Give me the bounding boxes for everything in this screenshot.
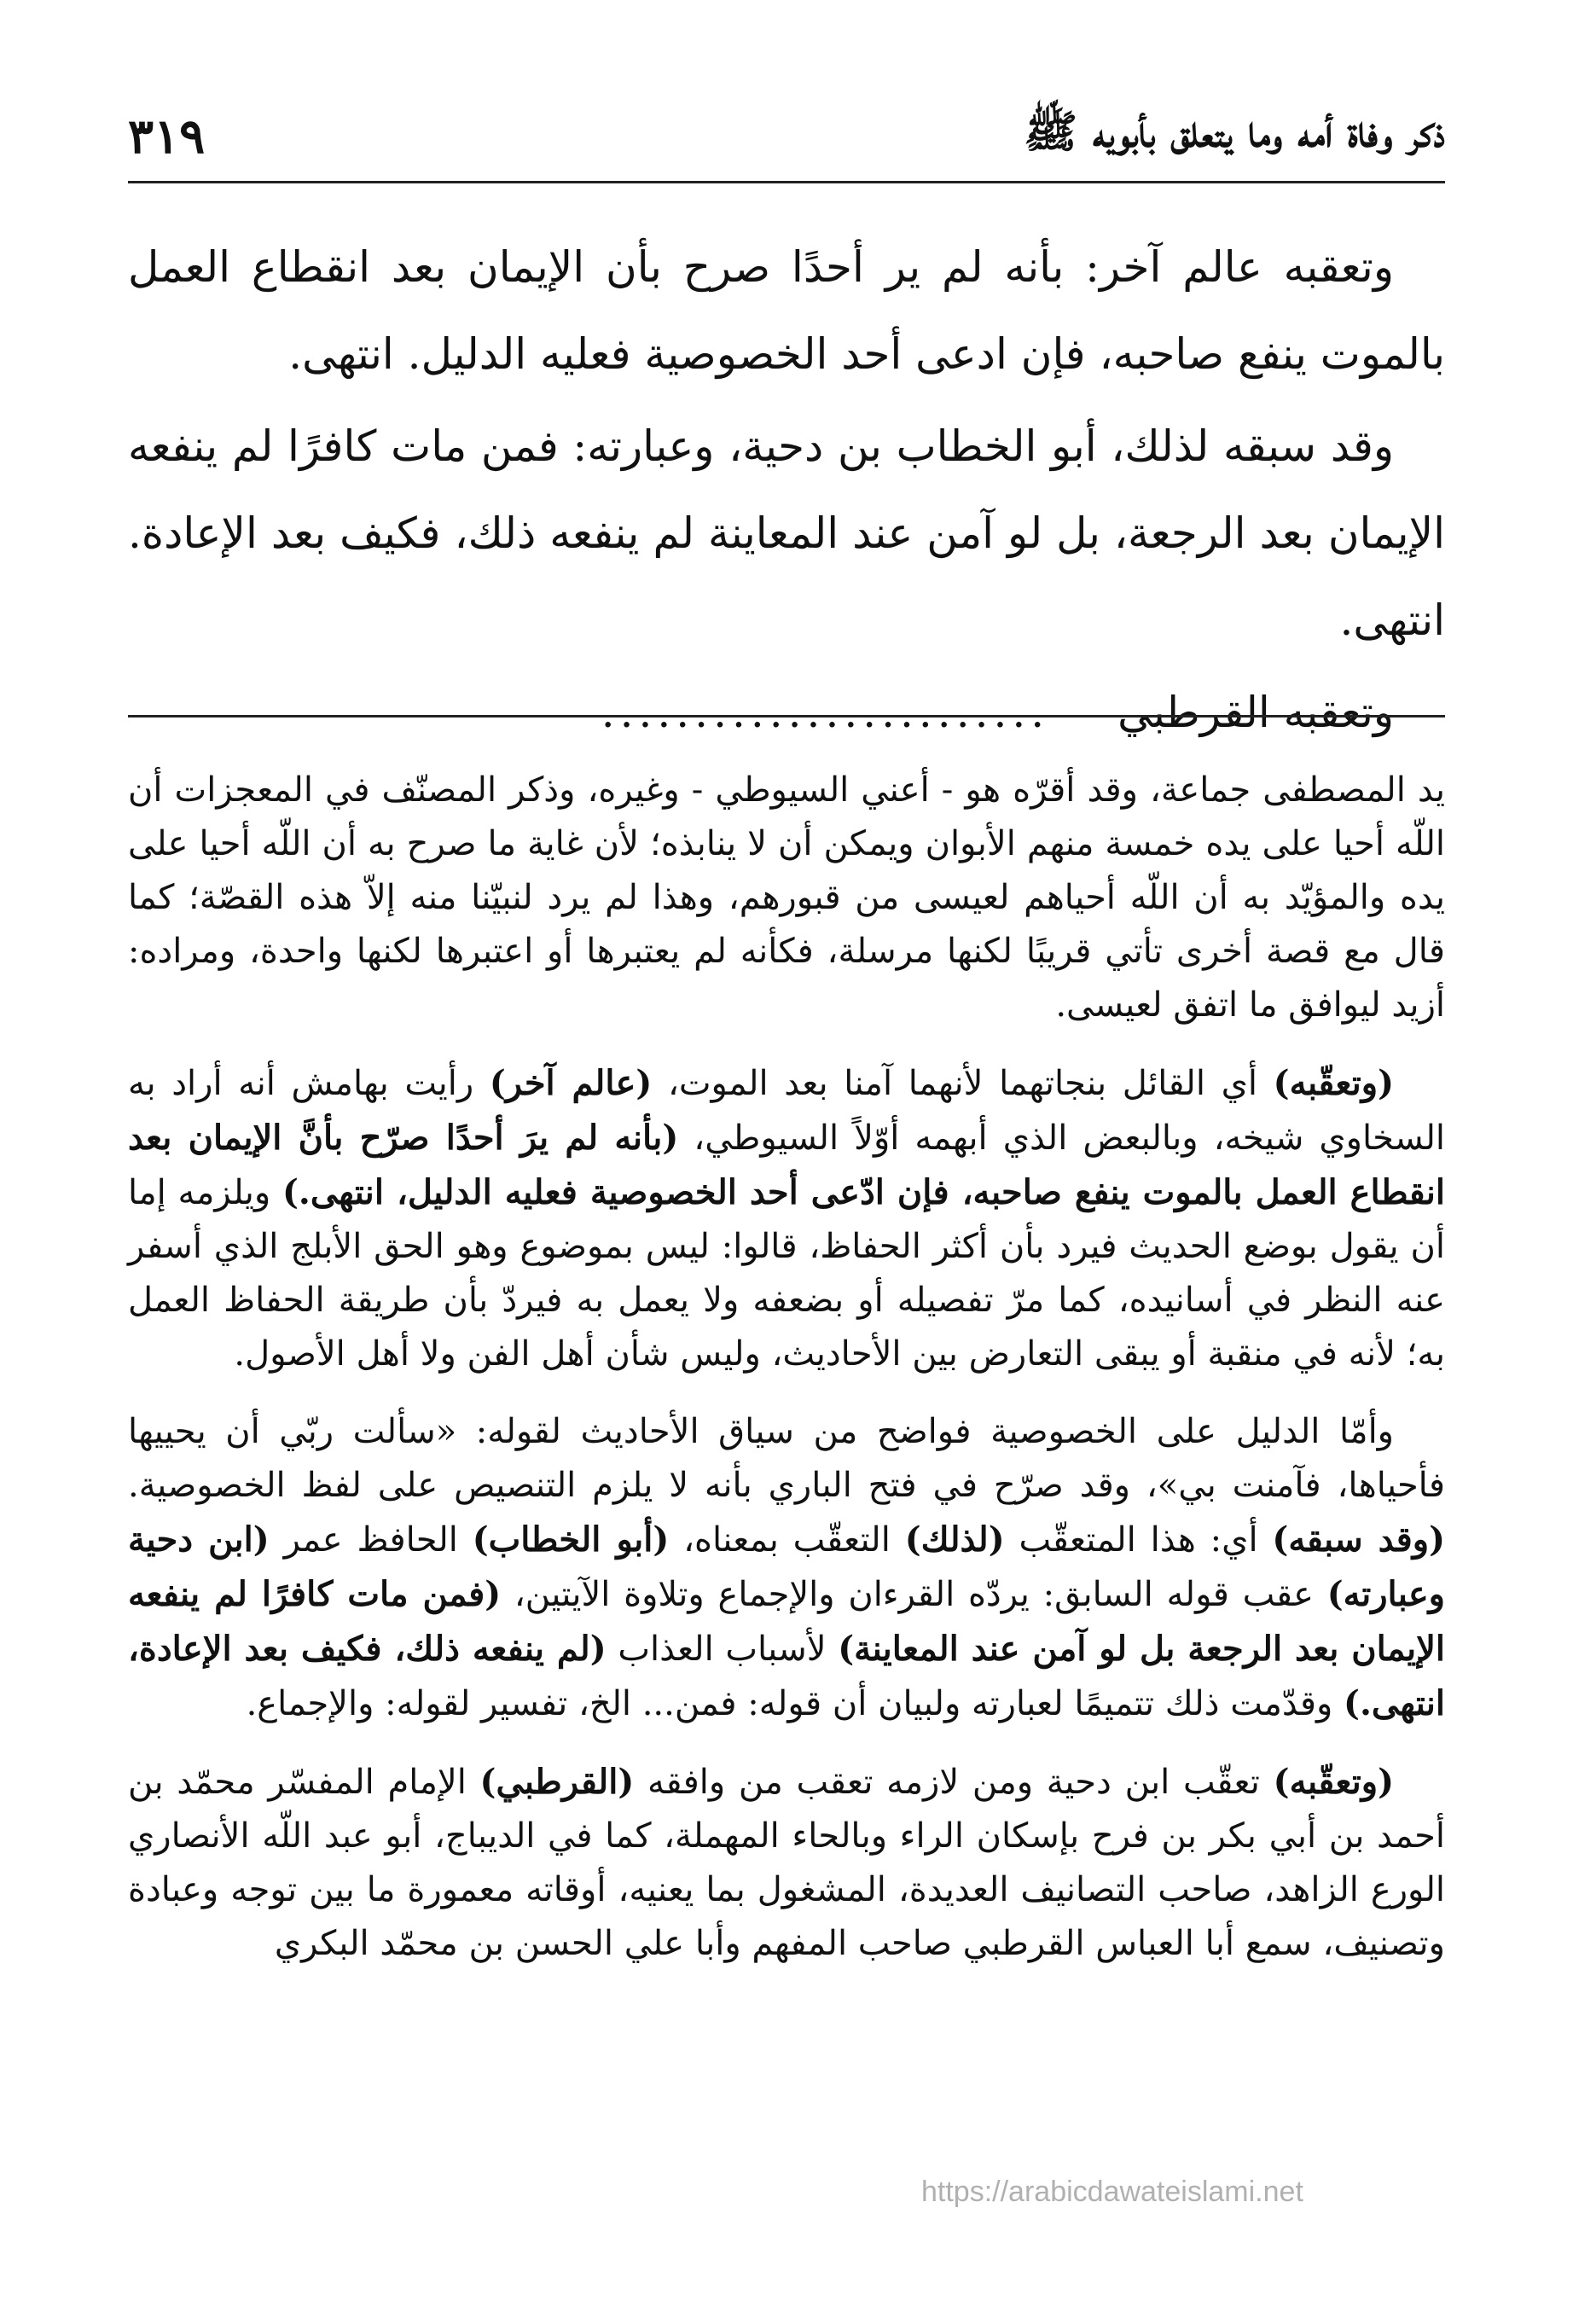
commentary-fragment: الحافظ عمر	[269, 1520, 473, 1560]
quoted-phrase: (فمن مات كافرًا لم ينفعه الإيمان بعد الرجعة بل لو آمن عند المعاينة)	[128, 1574, 1446, 1669]
quoted-phrase: (القرطبي)	[479, 1762, 635, 1802]
commentary-fragment: وأمّا الدليل على الخصوصية فواضح من سياق الأحاديث لقوله: «سألت ربّي أن يحييها فأحياها، فآمنت بي»، وقد صرّح في فتح الباري بأنه لا يلزم التنصيص على لفظ الخصوصية.	[128, 1412, 1445, 1505]
commentary-paragraph	[128, 1755, 1445, 1971]
watermark-url: https://arabicdawateislami.net	[921, 2176, 1303, 2208]
main-text-fragment: وتعقبه القرطبي	[1117, 688, 1394, 737]
quoted-phrase: (لذلك)	[904, 1519, 1005, 1560]
continuation-dots: ........................	[601, 688, 1050, 737]
quoted-phrase: (أبو الخطاب)	[472, 1519, 670, 1560]
main-paragraph: وتعقبه عالم آخر: بأنه لم ير أحدًا صرح بأن الإيمان بعد انقطاع العمل بالموت ينفع صاحبه، فإن ادعى أحد الخصوصية فعليه الدليل. انتهى.	[128, 242, 1445, 379]
commentary-fragment: التعقّب بمعناه،	[669, 1520, 905, 1560]
quoted-phrase: (وتعقّبه)	[1273, 1762, 1394, 1802]
commentary-fragment: ويلزمه إما أن يقول بوضع الحديث فيرد بأن أكثر الحفاظ، قالوا: ليس بموضوع وهو الحق الأبلج الذي أسفر عنه النظر في أسانيده، كما مرّ تفصيله أو بضعفه ولا يعمل به فيردّ بأن طريقة الحفاظ العمل به؛ لأنه في منقبة أو يبقى التعارض بين الأحاديث، وليس شأن أهل الفن ولا أهل الأصول.	[128, 1173, 1445, 1374]
main-text	[128, 224, 1445, 761]
quoted-phrase: (ابن دحية وعبارته)	[128, 1519, 1445, 1614]
main-paragraph: وقد سبقه لذلك، أبو الخطاب بن دحية، وعبارته: فمن مات كافرًا لم ينفعه الإيمان بعد الرجعة، بل لو آمن عند المعاينة لم ينفعه ذلك، فكيف بعد الإعادة. انتهى.	[128, 421, 1445, 645]
commentary-paragraph	[128, 1056, 1445, 1381]
commentary-fragment: أي: هذا المتعقّب	[1004, 1520, 1273, 1560]
commentary-fragment: تعقّب ابن دحية ومن لازمه تعقب من وافقه	[634, 1763, 1274, 1802]
commentary-fragment: لأسباب العذاب	[606, 1630, 839, 1669]
page-number: ٣١٩	[128, 108, 206, 165]
commentary-text	[128, 764, 1445, 1995]
main-paragraph-continuation	[128, 669, 1445, 756]
commentary-divider	[128, 715, 1445, 718]
commentary-paragraph	[128, 1405, 1445, 1731]
commentary-paragraph: يد المصطفى جماعة، وقد أقرّه هو - أعني السيوطي - وغيره، وذكر المصنّف في المعجزات أن اللّه أحيا على يده خمسة منهم الأبوان ويمكن أن لا ينابذه؛ لأن غاية ما صرح به أن اللّه أحيا على يده والمؤيّد به أن اللّه أحياهم لعيسى من قبورهم، وهذا لم يرد لنبيّنا منه إلاّ هذه القصّة؛ كما قال مع قصة أخرى تأتي قريبًا لكنها مرسلة، فكأنه لم يعتبرها أو اعتبرها لكنها واحدة، ومراده: أزيد ليوافق ما اتفق لعيسى.	[128, 770, 1445, 1025]
quoted-phrase: (وقد سبقه)	[1272, 1519, 1446, 1560]
quoted-phrase: (عالم آخر)	[489, 1063, 653, 1103]
commentary-fragment: أي القائل بنجاتهما لأنهما آمنا بعد الموت،	[652, 1064, 1274, 1103]
quoted-phrase: (وتعقّبه)	[1273, 1063, 1394, 1103]
commentary-fragment: رأيت بهامش أنه أراد به السخاوي شيخه، وبالبعض الذي أبهمه أوّلاً السيوطي،	[128, 1064, 1445, 1158]
page-header	[128, 98, 1445, 175]
commentary-fragment: وقدّمت ذلك تتميمًا لعبارته ولبيان أن قوله: فمن... الخ، تفسير لقوله: والإجماع.	[246, 1684, 1344, 1723]
quoted-phrase: (بأنه لم يرَ أحدًا صرّح بأنَّ الإيمان بعد انقطاع العمل بالموت ينفع صاحبه، فإن ادّعى أحد الخصوصية فعليه الدليل، انتهى.)	[128, 1118, 1446, 1212]
running-title: ذكر وفاة أمه وما يتعلق بأبويه ﷺ	[1024, 105, 1445, 158]
quoted-phrase: (لم ينفعه ذلك، فكيف بعد الإعادة، انتهى.)	[128, 1629, 1445, 1723]
header-divider	[128, 181, 1445, 183]
commentary-fragment: عقب قوله السابق: يردّه القرءان والإجماع وتلاوة الآيتين،	[501, 1575, 1327, 1614]
commentary-fragment: الإمام المفسّر محمّد بن أحمد بن أبي بكر بن فرح بإسكان الراء وبالحاء المهملة، كما في الديباج، أبو عبد اللّه الأنصاري الورع الزاهد، صاحب التصانيف العديدة، المشغول بما يعنيه، أوقاته معمورة ما بين توجه وعبادة وتصنيف، سمع أبا العباس القرطبي صاحب المفهم وأبا علي الحسن بن محمّد البكري	[128, 1763, 1445, 1963]
